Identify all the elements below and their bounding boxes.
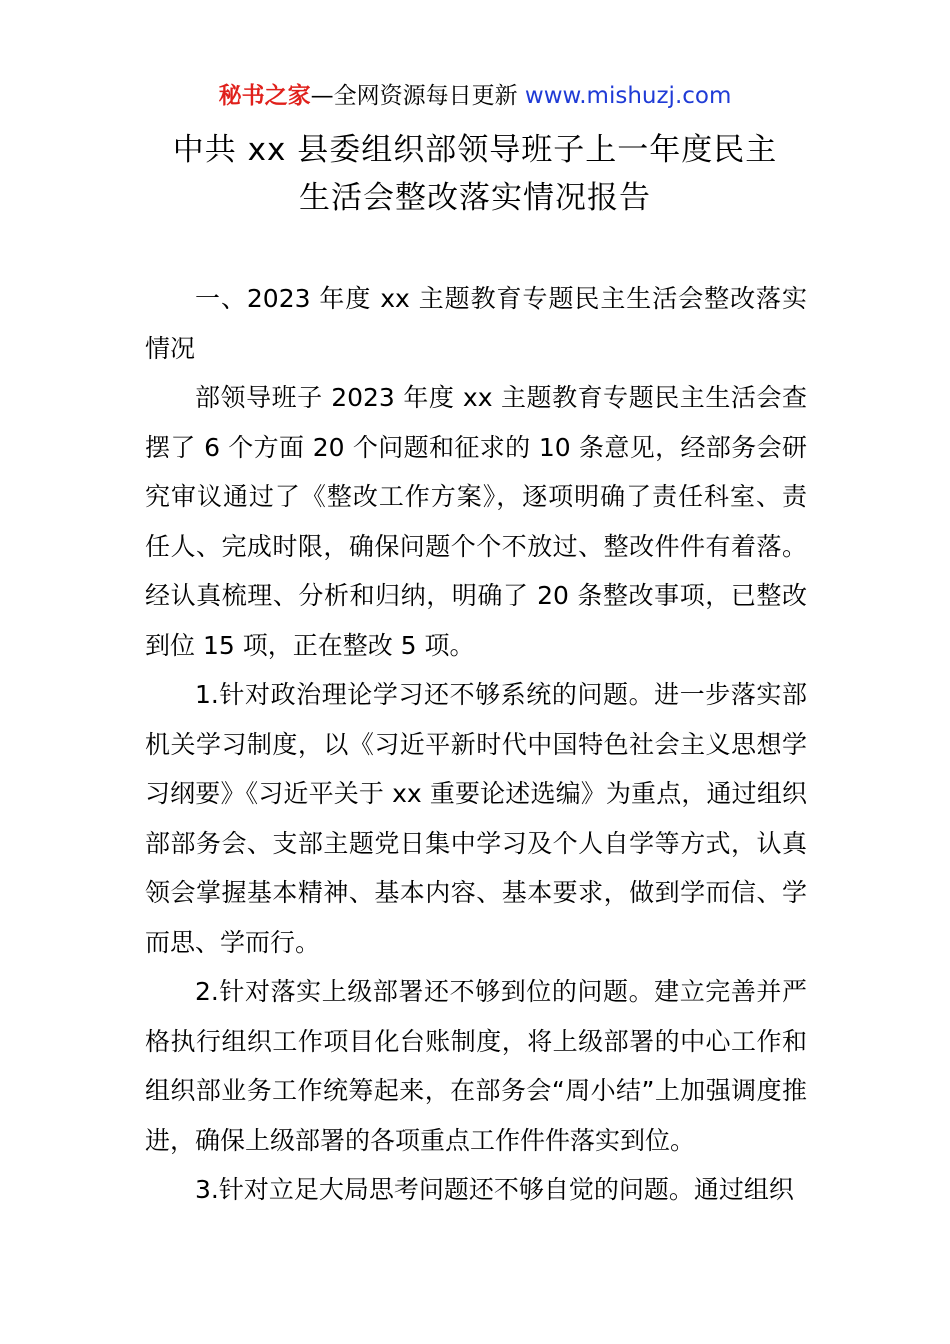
- brand-name: 秘书之家: [218, 83, 311, 109]
- body-paragraph: 1.针对政治理论学习还不够系统的问题。进一步落实部机关学习制度，以《习近平新时代中国特色社会主义思想学习纲要》《习近平关于 xx 重要论述选编》为重点，通过组织部部务会、支部主题党日集中学习及个人自学等方式，认真领会掌握基本精神、基本内容、基本要求，做到学而信、学而思、学而行。: [145, 680, 807, 957]
- title-line-2: 生活会整改落实情况报告: [299, 180, 651, 216]
- document-body: [145, 274, 807, 1215]
- site-header: [0, 80, 950, 112]
- title-line-1: 中共 xx 县委组织部领导班子上一年度民主: [172, 132, 778, 168]
- body-paragraph: 部领导班子 2023 年度 xx 主题教育专题民主生活会查摆了 6 个方面 20 个问题和征求的 10 条意见，经部务会研究审议通过了《整改工作方案》，逐项明确了责任科室、责任人、完成时限，确保问题个个不放过、整改件件有着落。经认真梳理、分析和归纳，明确了 20 条整改事项，已整改到位 15 项，正在整改 5 项。: [145, 383, 807, 660]
- site-url[interactable]: www.mishuzj.com: [524, 83, 732, 109]
- section-heading: 一、2023 年度 xx 主题教育专题民主生活会整改落实情况: [145, 284, 807, 363]
- header-tagline: —全网资源每日更新: [310, 83, 525, 109]
- document-title: [0, 126, 950, 222]
- body-paragraph: 3.针对立足大局思考问题还不够自觉的问题。通过组织: [195, 1175, 794, 1204]
- body-paragraph: 2.针对落实上级部署还不够到位的问题。建立完善并严格执行组织工作项目化台账制度，将上级部署的中心工作和组织部业务工作统筹起来，在部务会“周小结”上加强调度推进，确保上级部署的各项重点工作件件落实到位。: [145, 977, 807, 1155]
